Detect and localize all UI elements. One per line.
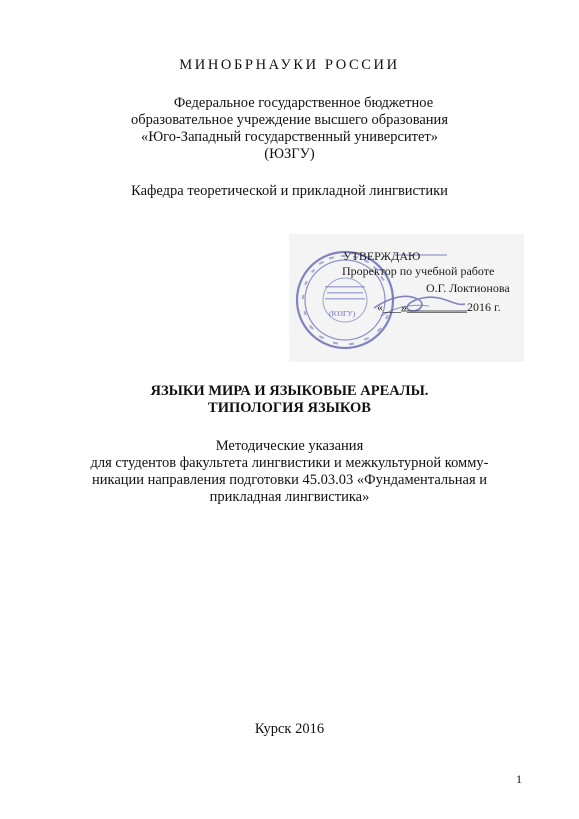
approver-name: О.Г. Локтионова <box>426 281 510 295</box>
department-name: Кафедра теоретической и прикладной лингвистики <box>131 183 448 199</box>
ministry-name: МИНОБРНАУКИ РОССИИ <box>179 57 400 73</box>
document-type: Методические указания <box>215 438 364 454</box>
institution-abbreviation: (ЮЗГУ) <box>264 146 315 162</box>
approval-date: «___»__________2016 г. <box>377 300 501 314</box>
approval-stamp-block <box>289 234 524 362</box>
institution-line-2: образовательное учреждение высшего образования <box>130 112 448 128</box>
institution-line-1: Федеральное государственное бюджетное <box>173 95 434 111</box>
approver-position: Проректор по учебной работе <box>342 264 495 278</box>
seal-label: (ЮЗГУ) <box>329 309 356 318</box>
document-title-line-2: ТИПОЛОГИЯ ЯЗЫКОВ <box>208 400 371 416</box>
description-line-3: прикладная лингвистика» <box>209 489 370 505</box>
document-title-line-1: ЯЗЫКИ МИРА И ЯЗЫКОВЫЕ АРЕАЛЫ. <box>150 383 429 399</box>
approved-label: УТВЕРЖДАЮ <box>343 249 421 263</box>
page-number: 1 <box>516 772 522 786</box>
city-year: Курск 2016 <box>254 721 325 737</box>
institution-line-3: «Юго-Западный государственный университет» <box>140 129 439 145</box>
description-line-2: никации направления подготовки 45.03.03 «Фундаментальная и <box>91 472 487 488</box>
description-line-1: для студентов факультета лингвистики и межкультурной комму- <box>90 455 489 471</box>
